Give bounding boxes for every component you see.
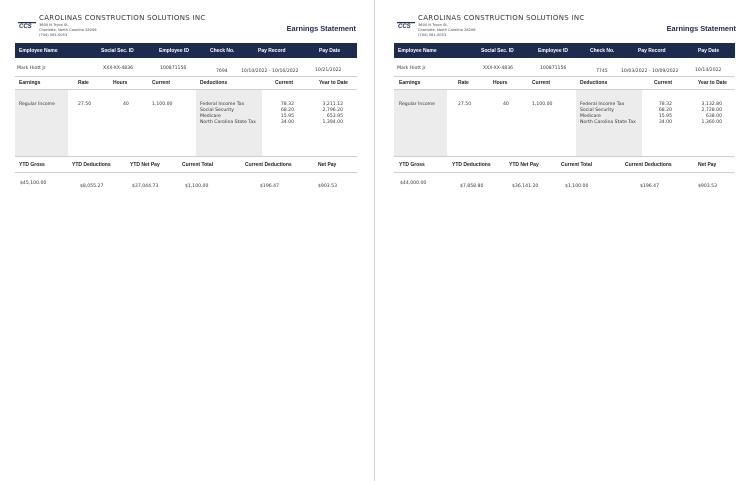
pay-record-header: Pay Record (258, 48, 286, 54)
deduction-current: 78.32 (280, 102, 294, 107)
rate-header: Rate (78, 80, 89, 86)
company-address-line1: 3600 N Tryon St. (39, 23, 69, 27)
deduction-current: 34.00 (658, 120, 672, 125)
deduction-current: 34.00 (280, 120, 294, 125)
deduction-name: Social Security (580, 108, 614, 113)
earnings-statement-page (375, 0, 750, 481)
earning-current: 1,100.00 (532, 102, 553, 107)
ytd-deductions-value: $8,055.27 (80, 184, 104, 189)
deduction-ytd: 2,728.00 (701, 108, 722, 113)
current-header: Current (532, 80, 551, 86)
company-phone: (704) 561-0053 (39, 33, 68, 37)
company-address-line1: 3600 N Tryon St. (418, 23, 448, 27)
pay-date-header: Pay Date (698, 48, 720, 54)
deduction-name: Federal Income Tax (580, 102, 625, 107)
deduction-current: 15.95 (658, 114, 672, 119)
ytd-deductions-header: YTD Deductions (72, 162, 111, 168)
earning-hours: 40 (503, 102, 509, 107)
earning-hours: 40 (123, 102, 129, 107)
deduction-current: 68.20 (658, 108, 672, 113)
employee-id-value: 100871156 (540, 66, 567, 71)
divider (394, 76, 735, 77)
ytd-net-header: YTD Net Pay (509, 162, 539, 168)
svg-text:CCS: CCS (19, 24, 32, 30)
ytd-deductions-header: YTD Deductions (452, 162, 491, 168)
employee-id-header: Employee ID (538, 48, 569, 54)
employee-id-value: 100871156 (160, 66, 187, 71)
hours-header: Hours (113, 80, 128, 86)
rate-header: Rate (458, 80, 469, 86)
company-name: CAROLINAS CONSTRUCTION SOLUTIONS INC (418, 14, 585, 22)
ytd-net-value: $37,044.73 (132, 184, 159, 189)
deductions-header: Deductions (580, 80, 608, 86)
divider (394, 172, 735, 173)
pay-record-value: 10/03/2022 - 10/09/2022 (621, 69, 679, 74)
earnings-header: Earnings (399, 80, 421, 86)
employee-name-value: Mark Hiott Jr (17, 66, 46, 71)
pay-date-header: Pay Date (319, 48, 341, 54)
deduction-ytd: 638.00 (705, 114, 722, 119)
earning-current: 1,100.00 (152, 102, 173, 107)
net-pay-header: Net Pay (698, 162, 717, 168)
deduction-ytd: 2,796.20 (322, 108, 343, 113)
company-logo-icon (18, 20, 36, 30)
employee-name-header: Employee Name (398, 48, 437, 54)
ssn-header: Social Sec. ID (481, 48, 514, 54)
current-deductions-value: $196.47 (640, 184, 659, 189)
deduction-current: 68.20 (280, 108, 294, 113)
ytd-deductions-value: $7,858.80 (460, 184, 484, 189)
deduction-ytd: 3,132.80 (701, 102, 722, 107)
earning-type: Regular Income (399, 102, 435, 107)
deduction-ytd: 1,394.00 (322, 120, 343, 125)
employee-header-band (394, 43, 735, 58)
statement-title: Earnings Statement (286, 24, 356, 33)
deduction-ytd: 653.95 (326, 114, 343, 119)
employee-name-header: Employee Name (19, 48, 58, 54)
ytd-header: Year to Date (698, 80, 727, 86)
net-pay-value: $903.53 (698, 184, 717, 189)
divider (394, 156, 735, 157)
check-no-header: Check No. (590, 48, 615, 54)
employee-id-header: Employee ID (159, 48, 190, 54)
current-header: Current (152, 80, 171, 86)
pay-date-value: 10/14/2022 (695, 68, 722, 73)
ytd-gross-header: YTD Gross (19, 162, 45, 168)
deduction-name: North Carolina State Tax (580, 120, 636, 125)
deduction-name: Medicare (580, 114, 601, 119)
employee-name-value: Mark Hiott Jr (397, 66, 426, 71)
pay-record-value: 10/10/2022 - 10/16/2022 (241, 69, 299, 74)
hours-header: Hours (493, 80, 508, 86)
earning-type: Regular Income (19, 102, 55, 107)
statement-title: Earnings Statement (666, 24, 736, 33)
divider (15, 76, 357, 77)
ssn-header: Social Sec. ID (101, 48, 134, 54)
deduction-current-header: Current (275, 80, 294, 86)
earning-rate: 27.50 (458, 102, 472, 107)
pay-record-header: Pay Record (638, 48, 666, 54)
earning-rate: 27.50 (78, 102, 92, 107)
current-deductions-header: Current Deductions (245, 162, 292, 168)
ytd-header: Year to Date (319, 80, 348, 86)
ssn-value: XXX-XX-4836 (483, 66, 514, 71)
current-deductions-value: $196.47 (260, 184, 279, 189)
deduction-ytd: 1,360.00 (701, 120, 722, 125)
earnings-header: Earnings (19, 80, 41, 86)
deduction-ytd: 3,211.12 (322, 102, 343, 107)
earnings-shade (15, 90, 68, 156)
net-pay-value: $903.53 (318, 184, 337, 189)
deduction-name: Federal Income Tax (200, 102, 245, 107)
current-total-value: $1,100.00 (185, 184, 209, 189)
ytd-gross-header: YTD Gross (399, 162, 425, 168)
company-address-line2: Charlotte, North Carolina 28206 (39, 28, 97, 32)
deduction-name: North Carolina State Tax (200, 120, 256, 125)
deduction-name: Medicare (200, 114, 221, 119)
deductions-header: Deductions (200, 80, 228, 86)
deduction-current: 15.95 (280, 114, 294, 119)
divider (15, 172, 357, 173)
svg-text:CCS: CCS (398, 24, 411, 30)
check-no-header: Check No. (210, 48, 235, 54)
current-total-header: Current Total (182, 162, 214, 168)
employee-header-band (15, 43, 357, 58)
ytd-gross-value: $44,000.00 (400, 181, 427, 186)
deduction-name: Social Security (200, 108, 234, 113)
current-total-header: Current Total (561, 162, 593, 168)
pay-date-value: 10/21/2022 (315, 68, 342, 73)
earnings-shade (394, 90, 447, 156)
deduction-current-header: Current (654, 80, 673, 86)
ytd-gross-value: $45,100.00 (20, 181, 47, 186)
check-no-value: 7745 (596, 69, 608, 74)
ytd-net-value: $36,141.20 (512, 184, 539, 189)
net-pay-header: Net Pay (318, 162, 337, 168)
company-logo-icon (397, 20, 415, 30)
ytd-net-header: YTD Net Pay (130, 162, 160, 168)
deduction-current: 78.32 (658, 102, 672, 107)
ssn-value: XXX-XX-4836 (103, 66, 134, 71)
company-address-line2: Charlotte, North Carolina 28206 (418, 28, 476, 32)
divider (15, 156, 357, 157)
check-no-value: 7694 (216, 69, 228, 74)
company-phone: (704) 561-0053 (418, 33, 447, 37)
company-name: CAROLINAS CONSTRUCTION SOLUTIONS INC (39, 14, 206, 22)
current-total-value: $1,100.00 (565, 184, 589, 189)
current-deductions-header: Current Deductions (625, 162, 672, 168)
